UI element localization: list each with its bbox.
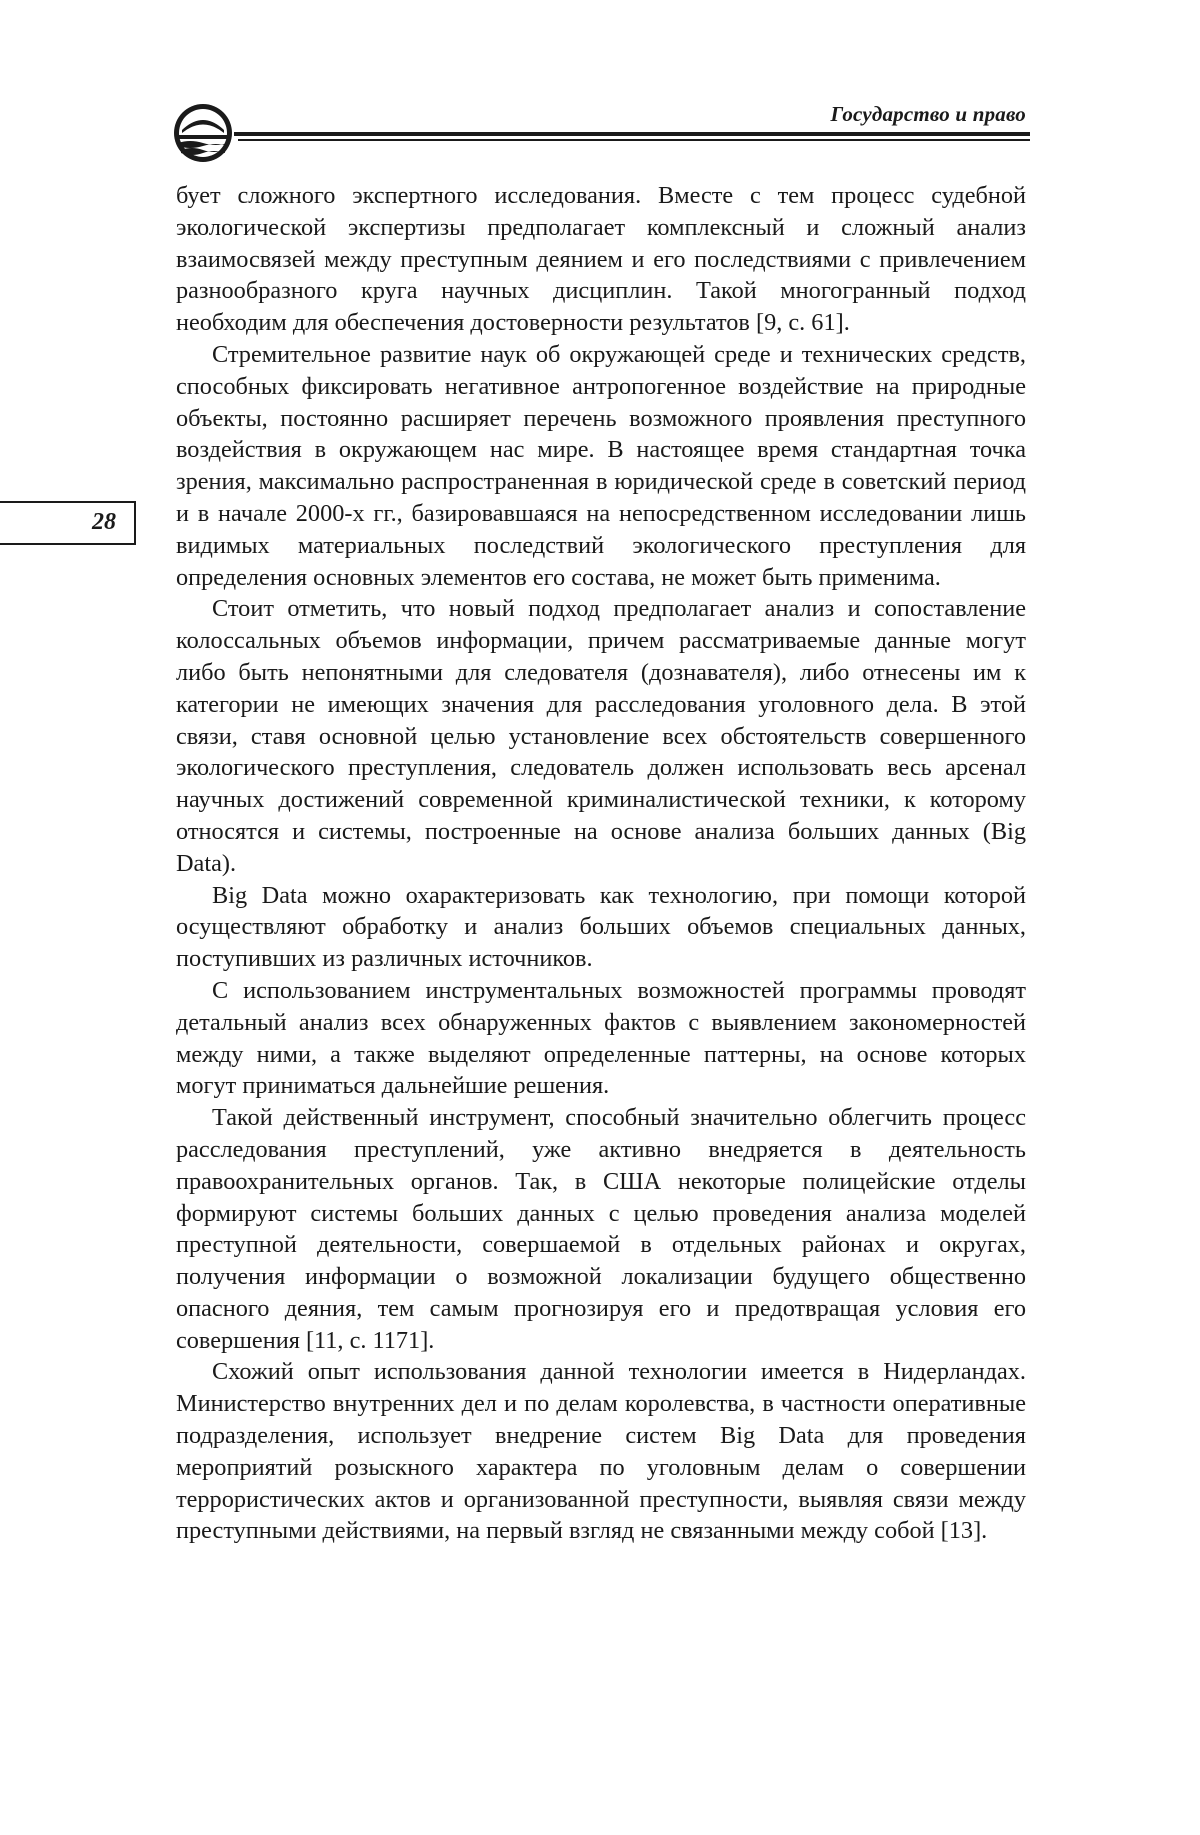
paragraph: Схожий опыт использования данной технологии имеется в Нидерландах. Министерство внутренних дел и по делам королевства, в частности оперативные подразделения, использует внедрение систем Big Data для проведения мероприятий розыскного характера по уголовным делам о совершении террористических актов и организованной преступности, выявляя связи между преступными действиями, на первый взгляд не связанными между собой [13]. <box>176 1358 1026 1545</box>
journal-logo-icon <box>172 102 234 164</box>
paragraph: Стремительное развитие наук об окружающей среде и технических средств, способных фиксировать негативное антропогенное воздействие на природные объекты, постоянно расширяет перечень возможного проявления преступного воздействия в окружающем нас мире. В настоящее время стандартная точка зрения, максимально распространенная в юридической среде в советский период и в начале 2000-х гг., базировавшаяся на непосредственном исследовании лишь видимых материальных последствий экологического преступления для определения основных элементов его состава, не может быть применима. <box>176 340 1026 591</box>
paragraph: бует сложного экспертного исследования. Вместе с тем процесс судебной экологической экспертизы предполагает комплексный и сложный анализ взаимосвязей между преступным деянием и его последствиями с привлечением разнообразного круга научных дисциплин. Такой многогранный подход необходим для обеспечения достоверности результатов [9, с. 61]. <box>176 182 1026 337</box>
header-rule-thick <box>234 132 1030 136</box>
body-text <box>176 180 1026 1547</box>
paragraph: Такой действенный инструмент, способный значительно облегчить процесс расследования преступлений, уже активно внедряется в деятельность правоохранительных органов. Так, в США некоторые полицейские отделы формируют системы больших данных с целью проведения анализа моделей преступной деятельности, совершаемой в отдельных районах и округах, получения информации о возможной локализации будущего общественно опасного деяния, тем самым прогнозируя его и предотвращая условия его совершения [11, с. 1171]. <box>176 1104 1026 1354</box>
paragraph: Big Data можно охарактеризовать как технологию, при помощи которой осуществляют обработку и анализ больших объемов специальных данных, поступивших из различных источников. <box>176 881 1026 973</box>
paragraph: С использованием инструментальных возможностей программы проводят детальный анализ всех обнаруженных фактов с выявлением закономерностей между ними, а также выделяют определенные паттерны, на основе которых могут приниматься дальнейшие решения. <box>176 976 1026 1100</box>
journal-title: Государство и право <box>830 102 1026 126</box>
page-number-box <box>0 501 136 545</box>
paragraph: Стоит отметить, что новый подход предполагает анализ и сопоставление колоссальных объемов информации, причем рассматриваемые данные могут либо быть непонятными для следователя (дознавателя), либо отнесены им к категории не имеющих значения для расследования уголовного дела. В этой связи, ставя основной целью установление всех обстоятельств совершенного экологического преступления, следователь должен использовать весь арсенал научных достижений современной криминалистической техники, к которому относятся и системы, построенные на основе анализа больших данных (Big Data). <box>176 595 1026 877</box>
running-header <box>172 96 1030 166</box>
header-rule-thin <box>238 139 1030 141</box>
page-number: 28 <box>92 509 116 535</box>
